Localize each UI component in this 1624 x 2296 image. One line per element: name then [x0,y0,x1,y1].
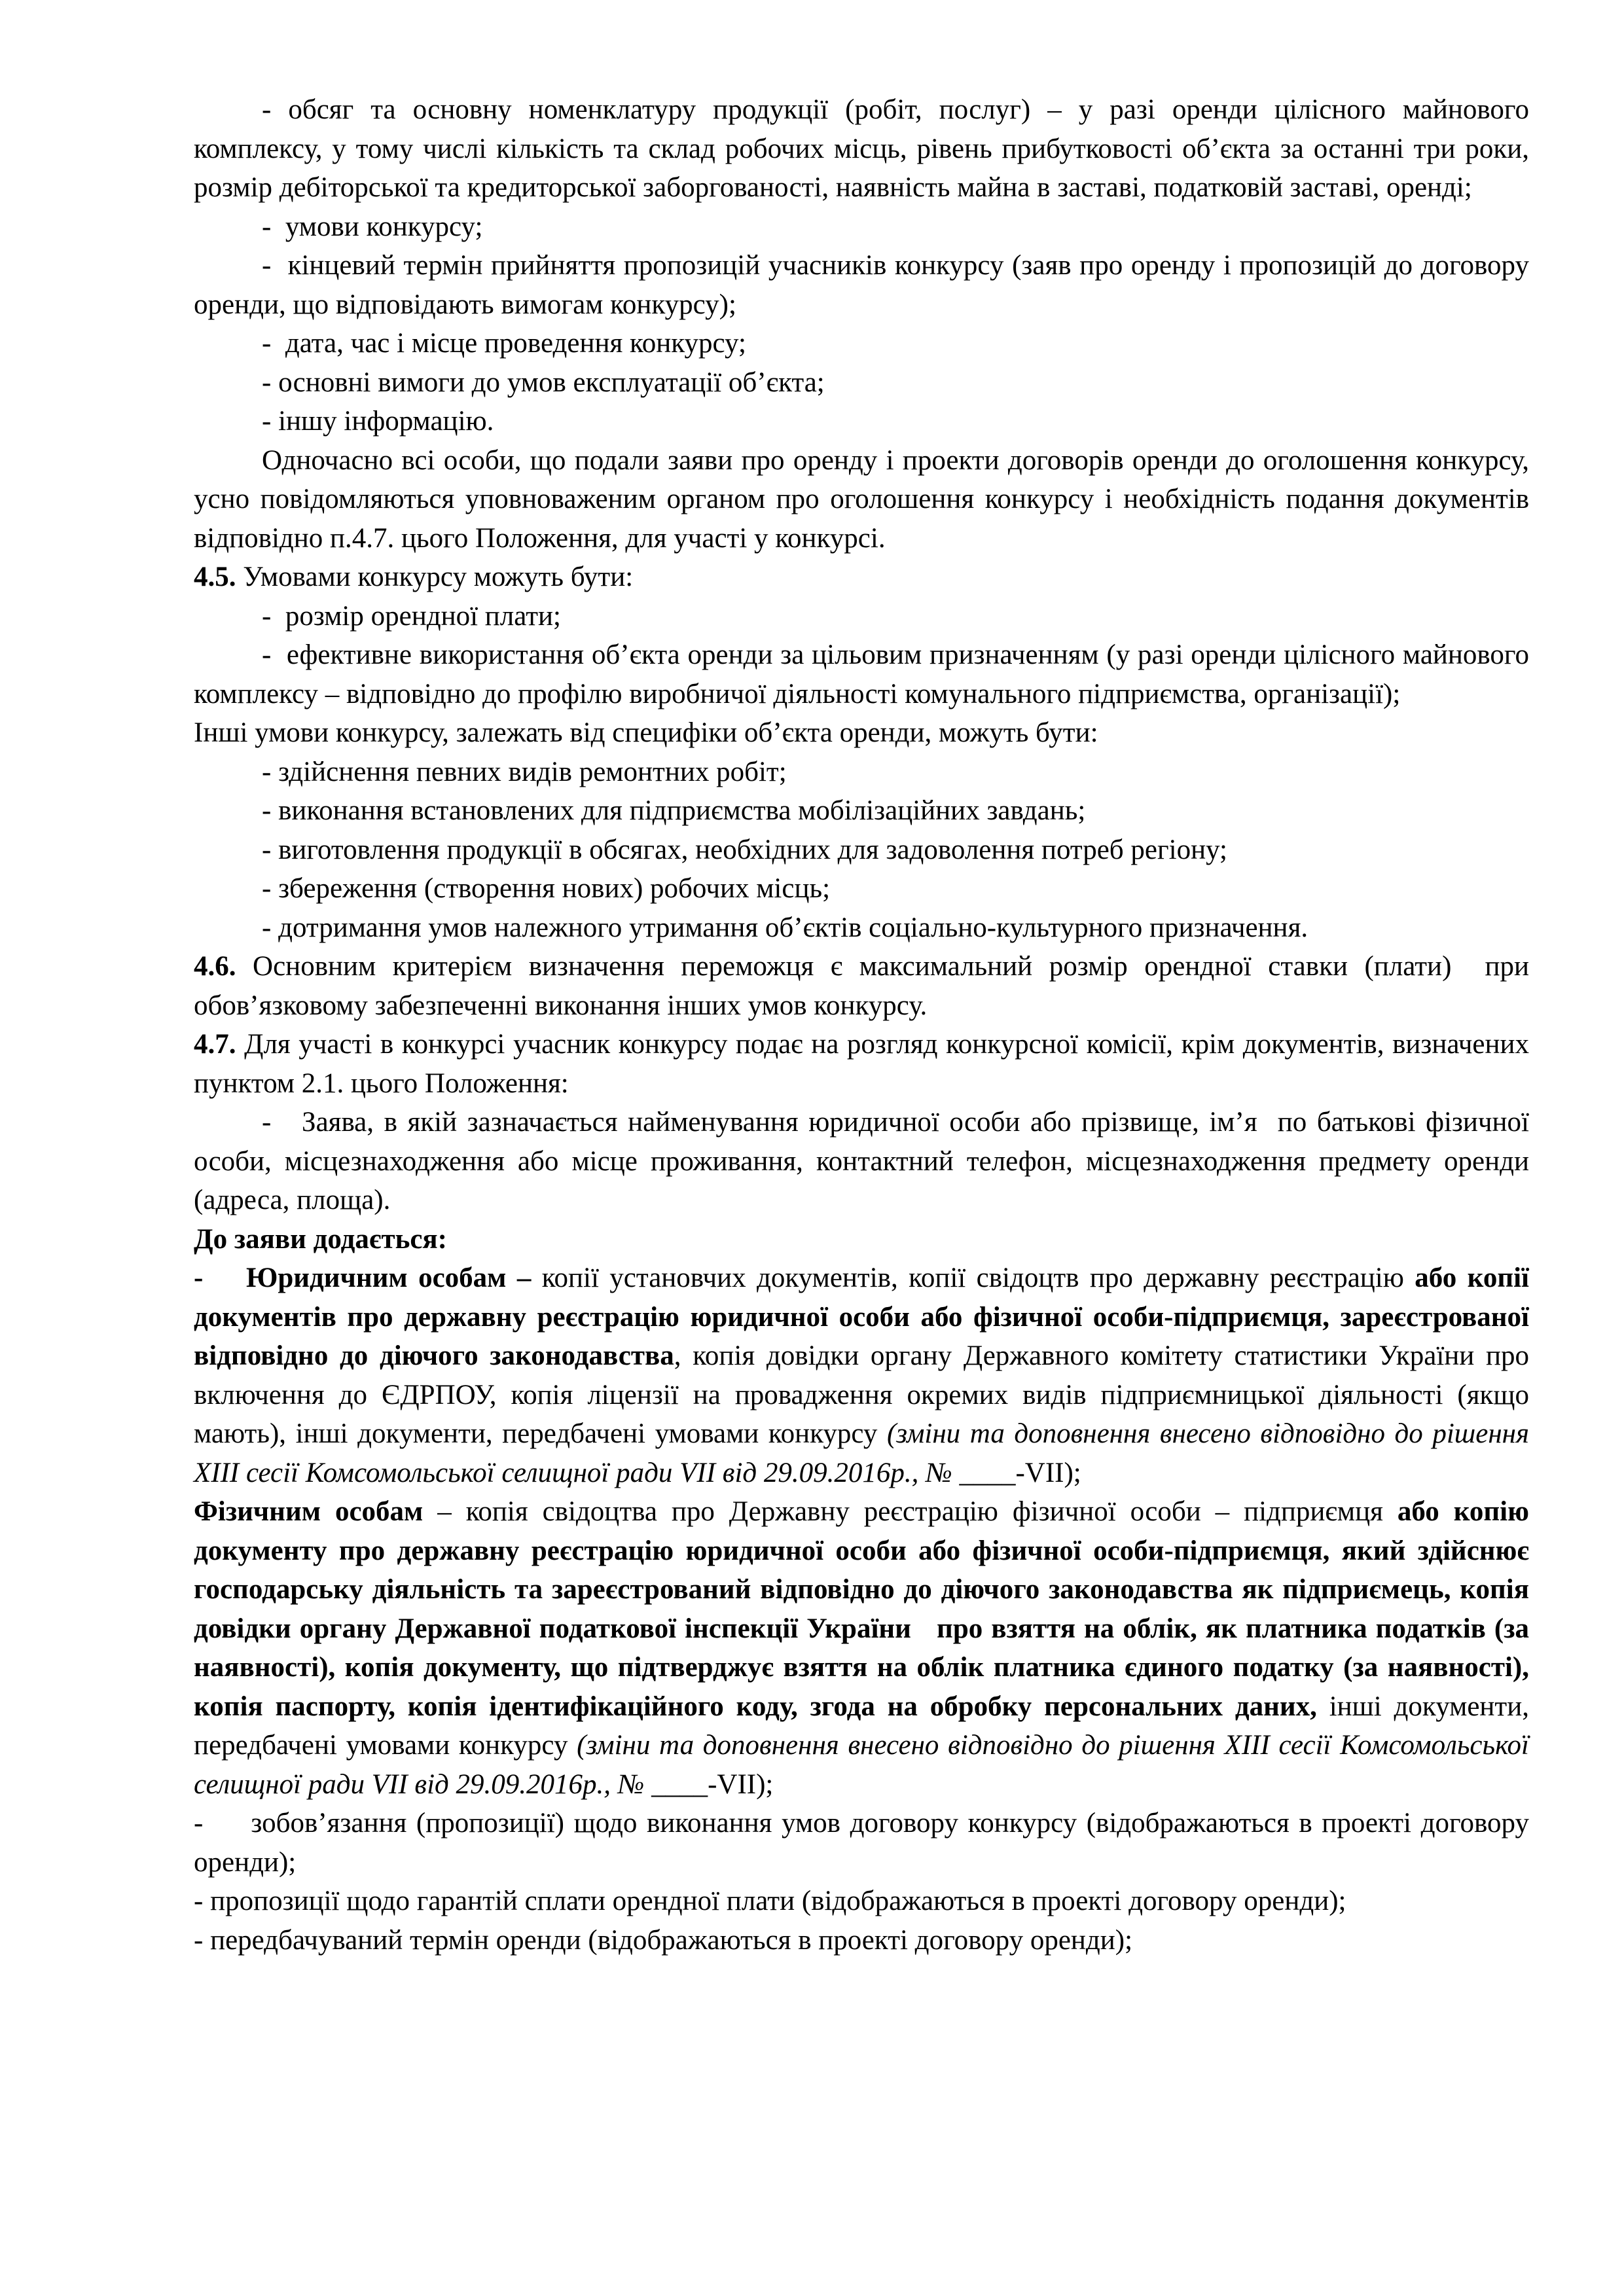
paragraph-7: Одночасно всі особи, що подали заяви про оренду і проекти договорів оренди до оголошення конкурсу, усно повідомляються уповноваженим органом про оголошення конкурсу і необхідність подання документів відповідно п.4.7. цього Положення, для участі у конкурсі. [194,444,1529,554]
paragraph-4: - дата, час і місце проведення конкурсу; [262,328,746,359]
paragraph-16: - дотримання умов належного утримання об’єктів соціально-культурного призначення. [262,912,1308,943]
paragraph-8: 4.5. Умовами конкурсу можуть бути: [194,562,634,592]
paragraph-24: - пропозиції щодо гарантій сплати орендної плати (відображаються в проекті договору оренди); [194,1886,1346,1916]
paragraph-14: - виготовлення продукції в обсягах, необхідних для задоволення потреб регіону; [262,834,1227,865]
paragraph-12: - здійснення певних видів ремонтних робіт; [262,756,787,787]
document-body [194,90,1529,1960]
paragraph-22: Фізичним особам – копія свідоцтва про Державну реєстрацію фізичної особи – підприємця або копію документу про державну реєстрацію юридичної особи або фізичної особи-підприємця, який здійснює господарську діяльність та зареєстрований відповідно до діючого законодавства як підприємець, копія довідки органу Державної податкової інспекції України про взяття на облік, як платника податків (за наявності), копія документу, що підтверджує взяття на облік платника єдиного податку (за наявності), копія паспорту, копія ідентифікаційного коду, згода на обробку персональних даних, інші документи, передбачені умовами конкурсу (зміни та доповнення внесено відповідно до рішення XIII сесії Комсомольської селищної ради VII від 29.09.2016р., № ____-VII); [194,1496,1529,1800]
paragraph-21: - Юридичним особам – копії установчих документів, копії свідоцтв про державну реєстрацію або копії документів про державну реєстрацію юридичної особи або фізичної особи-підприємця, зареєстрованої відповідно до діючого законодавства, копія довідки органу Державного комітету статистики України про включення до ЄДРПОУ, копія ліцензії на провадження окремих видів підприємницької діяльності (якщо мають), інші документи, передбачені умовами конкурсу (зміни та доповнення внесено відповідно до рішення XIII сесії Комсомольської селищної ради VII від 29.09.2016р., № ____-VII); [194,1263,1530,1488]
paragraph-10: - ефективне використання об’єкта оренди за цільовим призначенням (у разі оренди цілісного майнового комплексу – відповідно до профілю виробничої діяльності комунального підприємства, організації); [194,639,1529,709]
paragraph-23: - зобов’язання (пропозиції) щодо виконання умов договору конкурсу (відображаються в проекті договору оренди); [194,1808,1529,1878]
paragraph-13: - виконання встановлених для підприємства мобілізаційних завдань; [262,795,1086,826]
paragraph-17: 4.6. Основним критерієм визначення переможця є максимальний розмір орендної ставки (плати) при обов’язковому забезпеченні виконання інших умов конкурсу. [194,951,1529,1021]
paragraph-9: - розмір орендної плати; [262,600,561,632]
paragraph-2: - умови конкурсу; [262,211,483,242]
paragraph-15: - збереження (створення нових) робочих місць; [262,873,831,904]
paragraph-5: - основні вимоги до умов експлуатації об’єкта; [262,367,825,398]
paragraph-19: - Заява, в якій зазначається найменування юридичної особи або прізвище, ім’я по батькові фізичної особи, місцезнаходження або місце проживання, контактний телефон, місцезнаходження предмету оренди (адреса, площа). [194,1107,1529,1215]
paragraph-25: - передбачуваний термін оренди (відображаються в проекті договору оренди); [194,1924,1133,1956]
paragraph-11: Інші умови конкурсу, залежать від специфіки об’єкта оренди, можуть бути: [194,717,1098,748]
paragraph-6: - іншу інформацію. [262,406,494,437]
paragraph-3: - кінцевий термін прийняття пропозицій учасників конкурсу (заяв про оренду і пропозицій до договору оренди, що відповідають вимогам конкурсу); [194,250,1529,320]
paragraph-1: - обсяг та основну номенклатуру продукції (робіт, послуг) – у разі оренди цілісного майнового комплексу, у тому числі кількість та склад робочих місць, рівень прибутковості об’єкта за останні три роки, розмір дебіторської та кредиторської заборгованості, наявність майна в заставі, податковій заставі, оренді; [194,94,1529,203]
paragraph-20: До заяви додається: [194,1223,447,1255]
paragraph-18: 4.7. Для участі в конкурсі учасник конкурсу подає на розгляд конкурсної комісії, крім документів, визначених пунктом 2.1. цього Положення: [194,1029,1529,1099]
